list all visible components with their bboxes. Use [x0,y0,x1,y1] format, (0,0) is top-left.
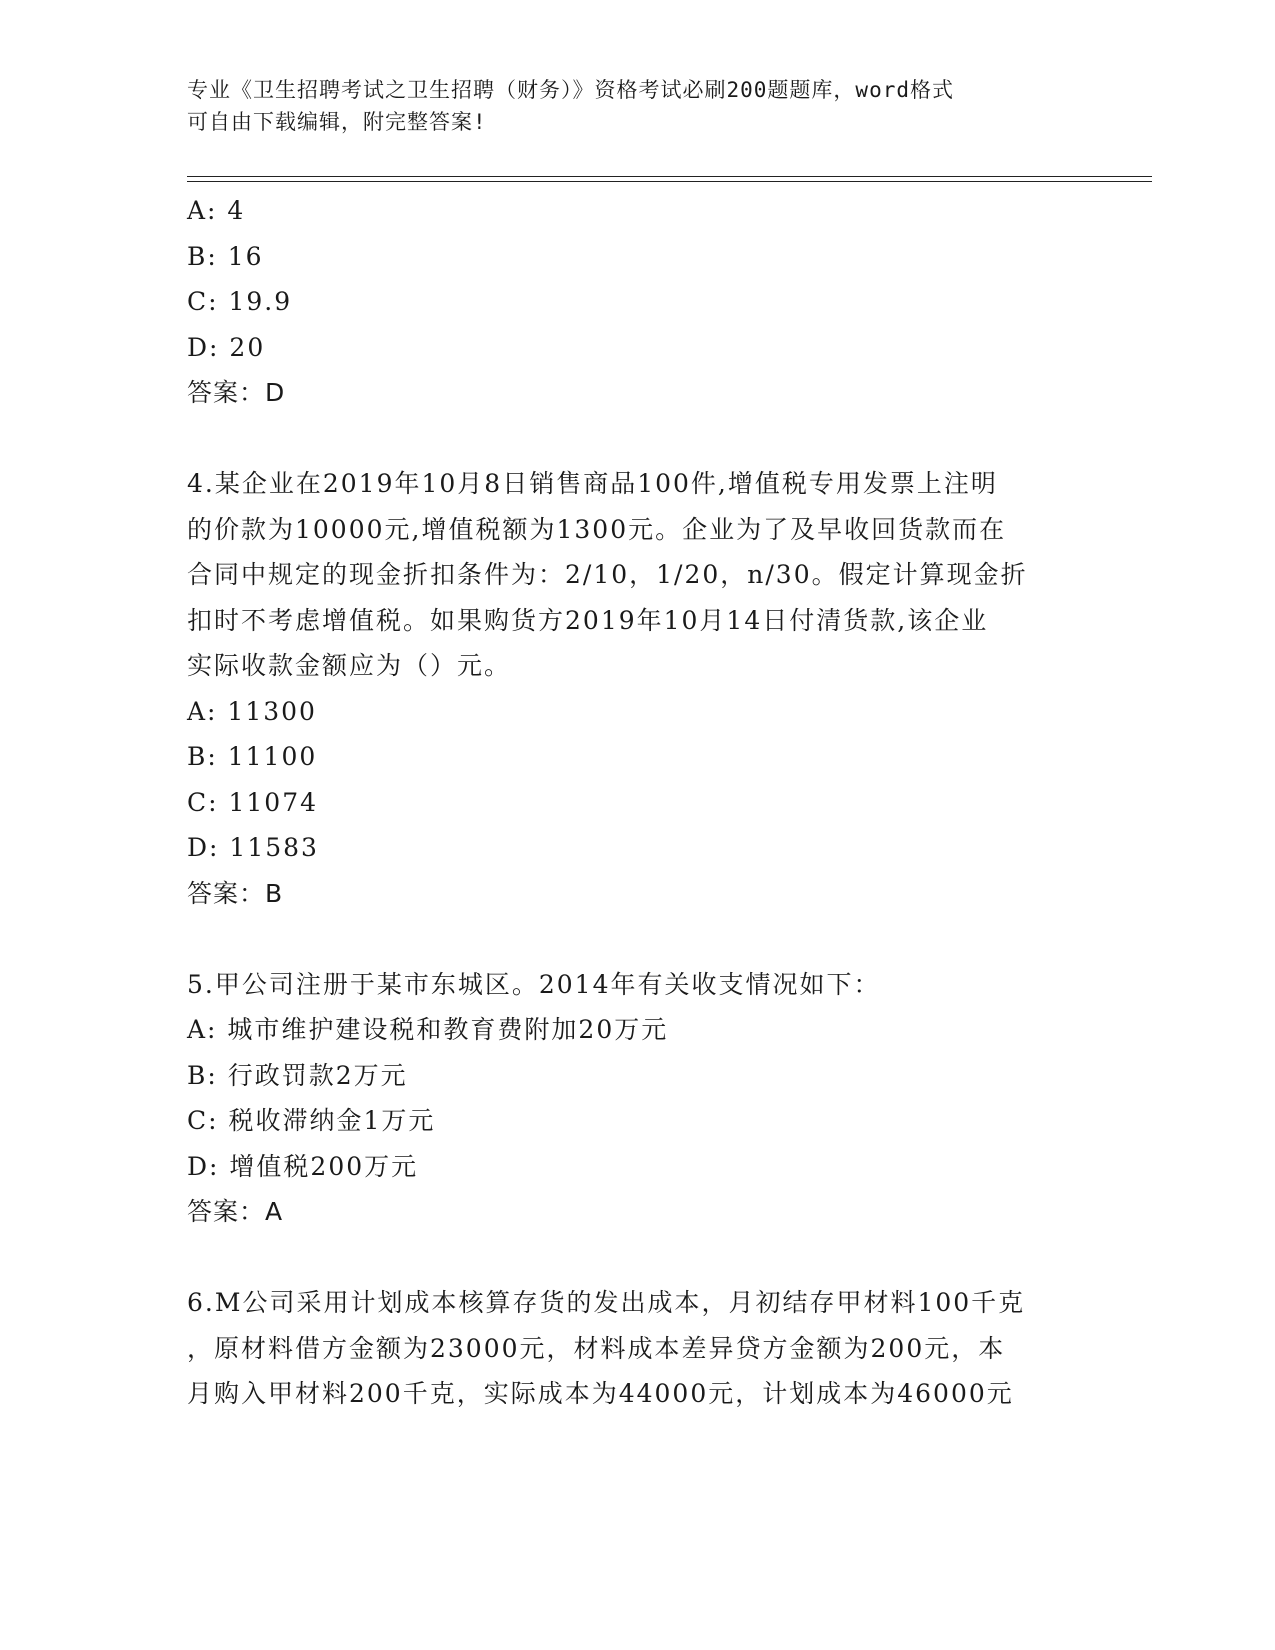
spacer [187,916,1087,962]
option-c: C: 税收滞纳金1万元 [187,1106,436,1135]
answer-line: 答案：B [187,878,284,908]
question-6 [187,1280,1087,1417]
question-5 [187,962,1087,1235]
question-stem-line: ，原材料借方金额为23000元，材料成本差异贷方金额为200元，本 [187,1333,1006,1363]
question-4 [187,461,1087,916]
question-stem-line: 实际收款金额应为（）元。 [187,651,512,680]
spacer [187,1235,1087,1281]
option-b: B: 行政罚款2万元 [187,1060,408,1090]
header-divider-top [187,176,1152,177]
header-title-line-1: 专业《卫生招聘考试之卫生招聘（财务）》资格考试必刷200题题库，word格式 [187,78,954,102]
question-stem-line: 月购入甲材料200千克，实际成本为44000元，计划成本为46000元 [187,1379,1014,1408]
option-d: D: 20 [187,332,266,362]
question-stem-line: 的价款为10000元,增值税额为1300元。企业为了及早收回货款而在 [187,514,1007,544]
page-header [187,74,1087,138]
question-3-options [187,188,1087,416]
answer-line: 答案：A [187,1197,284,1226]
question-content [187,188,1087,1417]
option-c: C: 19.9 [187,287,293,316]
option-d: D: 11583 [187,833,319,862]
option-a: A: 城市维护建设税和教育费附加20万元 [187,1015,669,1044]
option-b: B: 16 [187,241,264,271]
option-b: B: 11100 [187,742,318,771]
question-stem-line: 5.甲公司注册于某市东城区。2014年有关收支情况如下： [187,969,881,999]
question-stem-line: 6.M公司采用计划成本核算存货的发出成本，月初结存甲材料100千克 [187,1288,1026,1317]
question-stem-line: 合同中规定的现金折扣条件为：2/10，1/20，n/30。假定计算现金折 [187,560,1028,589]
question-stem-line: 4.某企业在2019年10月8日销售商品100件,增值税专用发票上注明 [187,469,998,498]
spacer [187,416,1087,462]
question-stem-line: 扣时不考虑增值税。如果购货方2019年10月14日付清货款,该企业 [187,605,989,635]
header-title-line-2: 可自由下载编辑，附完整答案! [187,110,487,134]
option-a: A: 4 [187,196,246,225]
answer-line: 答案：D [187,378,286,407]
option-a: A: 11300 [187,696,317,726]
option-d: D: 增值税200万元 [187,1151,419,1181]
option-c: C: 11074 [187,787,319,817]
header-divider-bottom [187,181,1152,182]
